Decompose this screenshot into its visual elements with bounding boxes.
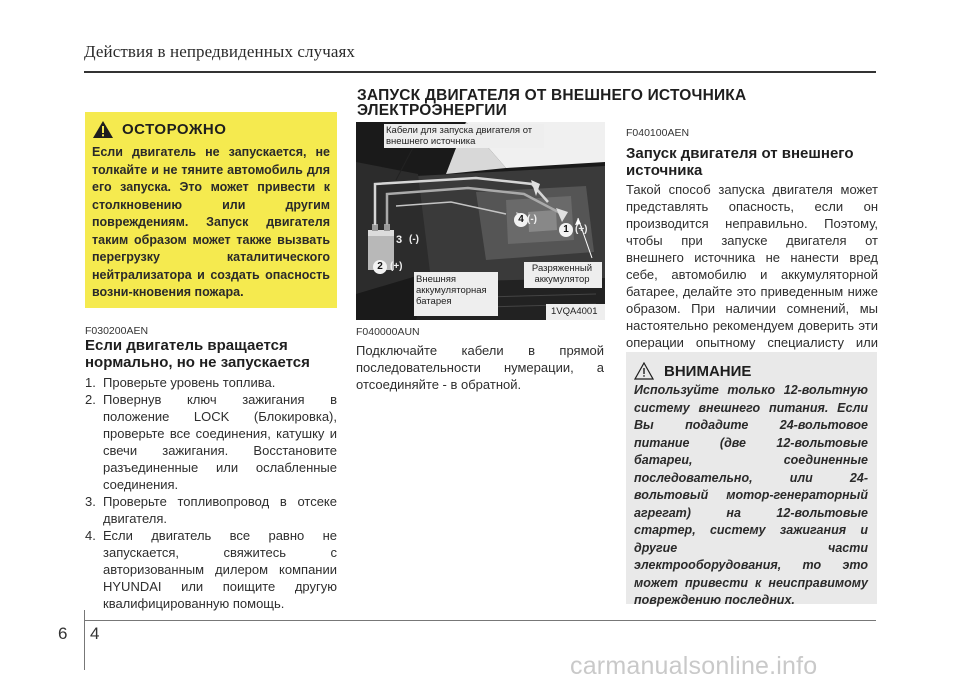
header-divider: [84, 71, 876, 73]
marker-4: 4: [514, 213, 528, 227]
step-number: 3.: [85, 494, 96, 509]
step-item: [85, 493, 337, 527]
section-title: ЗАПУСК ДВИГАТЕЛЯ ОТ ВНЕШНЕГО ИСТОЧНИКА ЭЛЕКТРОЭНЕРГИИ: [357, 87, 747, 119]
caution-text: Используйте только 12-вольтную систему внешнего питания. Если Вы подадите 24-вольтовое питание (две 12-вольтовые батареи, соединенные последовательно, или 24-вольтовый мотор-генераторный агрегат) на 12-вольтовые стартер, систему зажигания и другие части электрооборудования, то это может привести к неисправимому повреждению последних.: [634, 383, 868, 607]
step-item: [85, 374, 337, 391]
marker-2: 2: [373, 260, 387, 274]
watermark: carmanualsonline.info: [570, 652, 818, 680]
page-number: 4: [90, 624, 100, 643]
caution-title: ВНИМАНИЕ: [664, 362, 752, 380]
polarity-plus-label-right: (+): [575, 224, 588, 235]
troubleshooting-steps: [85, 374, 337, 612]
marker-1: 1: [559, 223, 573, 237]
jump-start-description: Такой способ запуска двигателя может представлять опасность, если он производится неправильно. Поэтому, чтобы при запуске двигателя от внешнего источника не нанести вред себе, автомобилю и аккумуляторной батарее, делайте это приведенным ниже образом. При наличии сомнений, мы настоятельно рекомендуем доверить эти операции опытному специалисту или: [626, 182, 878, 350]
polarity-plus-label-left: (+): [390, 261, 403, 272]
connection-order-text: Подключайте кабели в прямой последовательности нумерации, а отсоединяйте - в обратной.: [356, 343, 604, 392]
page-header-title: Действия в непредвиденных случаях: [84, 42, 356, 61]
warning-title: ОСТОРОЖНО: [122, 121, 227, 138]
caution-header: [634, 362, 751, 380]
step-number: 2.: [85, 392, 96, 407]
figure-code: 1VQA4001: [551, 306, 598, 317]
step-item: [85, 391, 337, 493]
step-item: [85, 527, 337, 612]
section-code: F040100AEN: [626, 127, 690, 139]
step-number: 1.: [85, 375, 96, 390]
step-number: 4.: [85, 528, 96, 543]
step-text: Повернув ключ зажигания в положение LOCK (Блокировка), проверьте все соединения, катушку и свечи зажигания. Восстановите разъединенные или ослабленные соединения.: [103, 392, 337, 492]
step-text: Если двигатель все равно не запускается, свяжитесь с авторизованным дилером компании HYUNDAI или поищите другую квалифицированную помощь.: [103, 528, 337, 611]
section-code: F030200AEN: [85, 325, 149, 337]
warning-triangle-icon: [92, 120, 114, 139]
section-heading: Если двигатель вращается нормально, но не запускается: [85, 337, 310, 371]
caution-triangle-icon: [634, 362, 654, 380]
warning-text: Если двигатель не запускается, не толкайте и не тяните автомобиль для его запуска. Это может привести к столкновению или другим повреждениям. Запуск двигателя таким образом может также вызвать перегрузку каталитического нейтрализатора и создать опасность возни-кновения пожара.: [92, 145, 330, 299]
marker-3: 3: [396, 234, 403, 246]
polarity-minus-label: (-): [527, 214, 537, 225]
polarity-minus-label-left: (-): [409, 234, 419, 245]
discharged-battery-label: Разряженный аккумулятор: [531, 263, 593, 285]
step-text: Проверьте топливопровод в отсеке двигателя.: [103, 494, 337, 526]
chapter-number: 6: [58, 624, 68, 643]
cables-label: Кабели для запуска двигателя от внешнего источника: [386, 125, 533, 147]
footer-divider: [84, 620, 876, 621]
warning-header: [92, 120, 226, 139]
page-number-separator: [84, 610, 85, 670]
jump-start-figure: [356, 122, 605, 320]
external-battery-label: Внешняя аккумуляторная батарея: [416, 274, 487, 307]
step-text: Проверьте уровень топлива.: [103, 375, 276, 390]
section-heading: Запуск двигателя от внешнего источника: [626, 145, 854, 179]
section-code: F040000AUN: [356, 326, 420, 338]
